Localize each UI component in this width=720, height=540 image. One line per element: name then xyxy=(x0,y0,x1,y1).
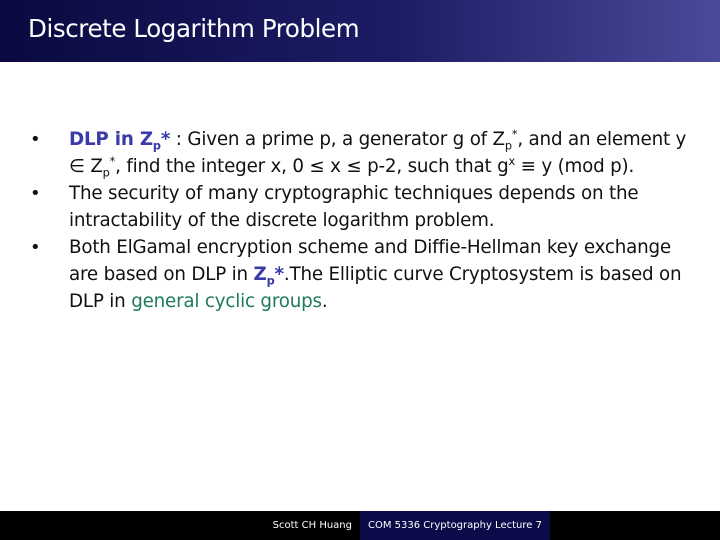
bullet-elgamal-dh xyxy=(30,234,700,315)
dlp-sub-1: p xyxy=(504,138,512,153)
dlp-sub-2: p xyxy=(102,165,110,180)
footer-course: COM 5336 Cryptography Lecture 7 xyxy=(360,511,550,540)
bullet-security xyxy=(30,180,700,234)
cyclic-groups-link[interactable]: general cyclic groups xyxy=(131,291,322,312)
elgamal-text-1: Both ElGamal encryption scheme and Diffie-Hellman key exchange are based on DLP in xyxy=(69,237,671,285)
security-text: The security of many cryptographic techniques depends on the intractability of the discrete logarithm problem. xyxy=(69,183,639,231)
footer-author: Scott CH Huang xyxy=(200,511,356,540)
dlp-text-1: : Given a prime p, a generator g of Z xyxy=(170,129,505,150)
elgamal-text-3: . xyxy=(321,291,328,312)
zp-term-sub: p xyxy=(266,273,275,288)
dlp-text-3: , find the integer x, 0 ≤ x ≤ p-2, such that g xyxy=(115,156,509,177)
zp-term xyxy=(253,264,284,288)
bullet-marker: • xyxy=(30,237,41,258)
dlp-text-4: ≡ y (mod p). xyxy=(515,156,635,177)
bullet-dlp-definition xyxy=(30,126,700,180)
zp-term-star: * xyxy=(274,264,284,285)
dlp-term-text: DLP in Z xyxy=(69,129,153,150)
elgamal-text-2: .The Elliptic curve Cryptosystem is based on DLP in xyxy=(69,264,682,312)
dlp-term-sub: p xyxy=(152,138,161,153)
dlp-sup-3: x xyxy=(508,153,515,168)
title-bar xyxy=(0,0,720,62)
slide-content xyxy=(30,126,700,315)
dlp-text-2: , and an element y ∈ Z xyxy=(69,129,687,177)
dlp-sup-2: * xyxy=(109,153,116,168)
dlp-sup-1: * xyxy=(511,126,518,141)
dlp-term xyxy=(69,129,171,153)
zp-term-text: Z xyxy=(253,264,267,285)
bullet-marker: • xyxy=(30,129,41,150)
bullet-marker: • xyxy=(30,183,41,204)
dlp-term-star: * xyxy=(160,129,171,150)
footer-bar xyxy=(0,511,720,540)
slide-title: Discrete Logarithm Problem xyxy=(28,14,360,43)
